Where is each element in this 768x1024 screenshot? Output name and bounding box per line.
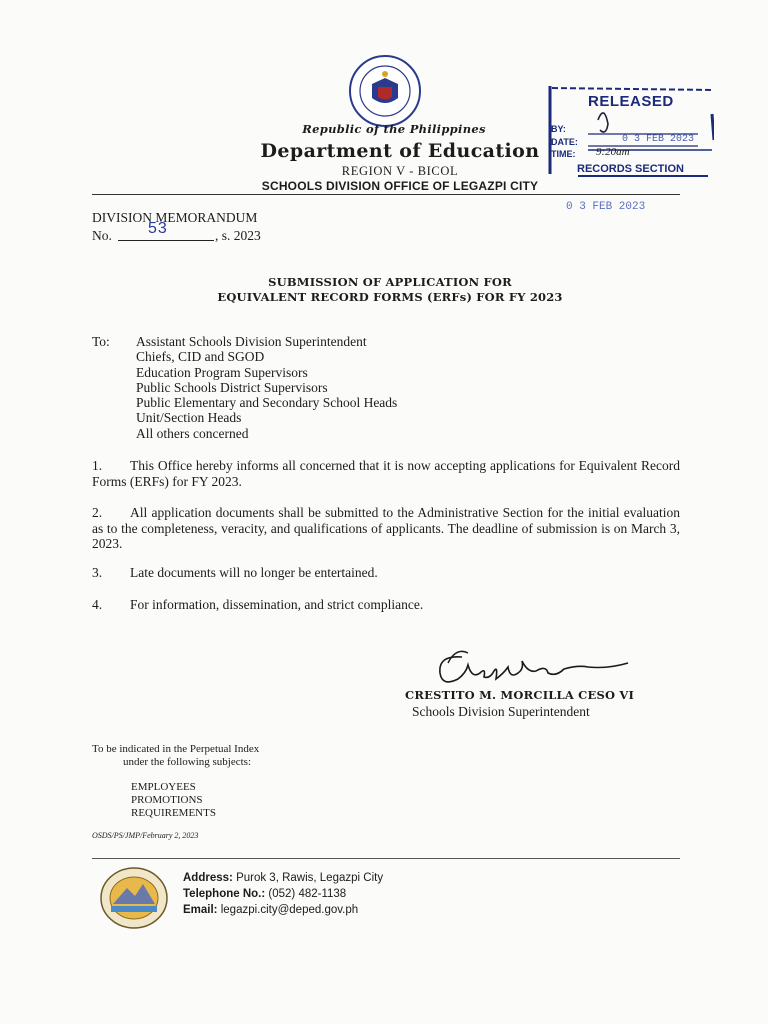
- footer-email: [183, 904, 358, 916]
- paragraph-number: 4.: [92, 597, 103, 612]
- signatory-title: Schools Division Superintendent: [412, 704, 590, 719]
- memo-title: [0, 275, 768, 305]
- paragraph-number: 2.: [92, 505, 103, 520]
- paragraph-1: [92, 458, 680, 489]
- subject-item: REQUIREMENTS: [131, 807, 216, 819]
- paragraph-text: This Office hereby informs all concerned that it is now accepting applications for Equivalent Record Forms (ERFs) for FY 2023.: [92, 458, 680, 489]
- to-label: To:: [92, 334, 110, 349]
- address-value: Purok 3, Rawis, Legazpi City: [236, 872, 384, 884]
- subject-list: [131, 781, 216, 820]
- subject-item: PROMOTIONS: [131, 794, 203, 806]
- memo-series: , s. 2023: [215, 228, 261, 243]
- signatory-name: CRESTITO M. MORCILLA CESO VI: [405, 688, 635, 702]
- recipient-list: [136, 334, 397, 441]
- memo-number-value: 53: [148, 220, 168, 237]
- recipient-item: Education Program Supervisors: [136, 364, 308, 380]
- received-date-stamp: 0 3 FEB 2023: [566, 201, 646, 213]
- paragraph-text: Late documents will no longer be entertained.: [130, 565, 378, 580]
- paragraph-text: For information, dissemination, and strict compliance.: [130, 597, 424, 612]
- email-value: legazpi.city@deped.gov.ph: [220, 904, 359, 916]
- division-office-name: SCHOOLS DIVISION OFFICE OF LEGAZPI CITY: [261, 179, 539, 193]
- paragraph-number: 1.: [92, 458, 103, 473]
- email-label: Email:: [183, 904, 218, 916]
- footer-address: [183, 872, 383, 884]
- stamp-by-label: BY:: [551, 124, 566, 134]
- reference-code: OSDS/PS/JMP/February 2, 2023: [92, 831, 199, 840]
- memo-title-line: SUBMISSION OF APPLICATION FOR: [268, 275, 512, 289]
- deped-seal-logo: [348, 54, 422, 128]
- recipient-item: All others concerned: [136, 425, 249, 441]
- paragraph-2: [92, 505, 680, 552]
- telephone-value: (052) 482-1138: [268, 888, 347, 900]
- republic-line: Republic of the Philippines: [302, 122, 486, 136]
- memo-title-line: EQUIVALENT RECORD FORMS (ERFs) FOR FY 2023: [217, 290, 563, 304]
- perpetual-index-note: To be indicated in the Perpetual Index: [92, 743, 260, 755]
- perpetual-index-subnote: under the following subjects:: [123, 756, 252, 768]
- telephone-label: Telephone No.:: [183, 888, 266, 900]
- paragraph-3: [92, 565, 680, 581]
- paragraph-number: 3.: [92, 565, 103, 580]
- stamp-section: RECORDS SECTION: [577, 163, 684, 175]
- stamp-status: RELEASED: [588, 93, 674, 110]
- memo-number-line: [118, 240, 214, 241]
- paragraph-text: All application documents shall be submitted to the Administrative Section for the initial evaluation as to the completeness, veracity, and qualifications of applicants. The deadline of submission is on March 3, 2023.: [92, 505, 680, 551]
- footer-telephone: [183, 888, 346, 900]
- footer-divider: [92, 858, 680, 859]
- paragraph-4: [92, 597, 680, 613]
- stamp-time-label: TIME:: [551, 149, 576, 159]
- memo-type: DIVISION MEMORANDUM: [92, 210, 258, 225]
- stamp-time-value: 9:20am: [596, 146, 630, 158]
- division-office-logo: [99, 866, 169, 930]
- region-line: REGION V - BICOL: [341, 164, 459, 178]
- recipient-item: Unit/Section Heads: [136, 410, 242, 426]
- memo-number-label: No.: [92, 228, 112, 243]
- subject-item: EMPLOYEES: [131, 781, 196, 793]
- stamp-date-label: DATE:: [551, 137, 578, 147]
- recipient-item: Public Schools District Supervisors: [136, 379, 328, 395]
- recipient-item: Chiefs, CID and SGOD: [136, 349, 265, 365]
- recipient-item: Public Elementary and Secondary School Heads: [136, 395, 398, 411]
- address-label: Address:: [183, 872, 233, 884]
- recipient-item: Assistant Schools Division Superintendent: [136, 334, 367, 349]
- stamp-date-value: 0 3 FEB 2023: [622, 134, 695, 145]
- department-name: Department of Education: [260, 140, 540, 162]
- header-divider: [92, 194, 680, 195]
